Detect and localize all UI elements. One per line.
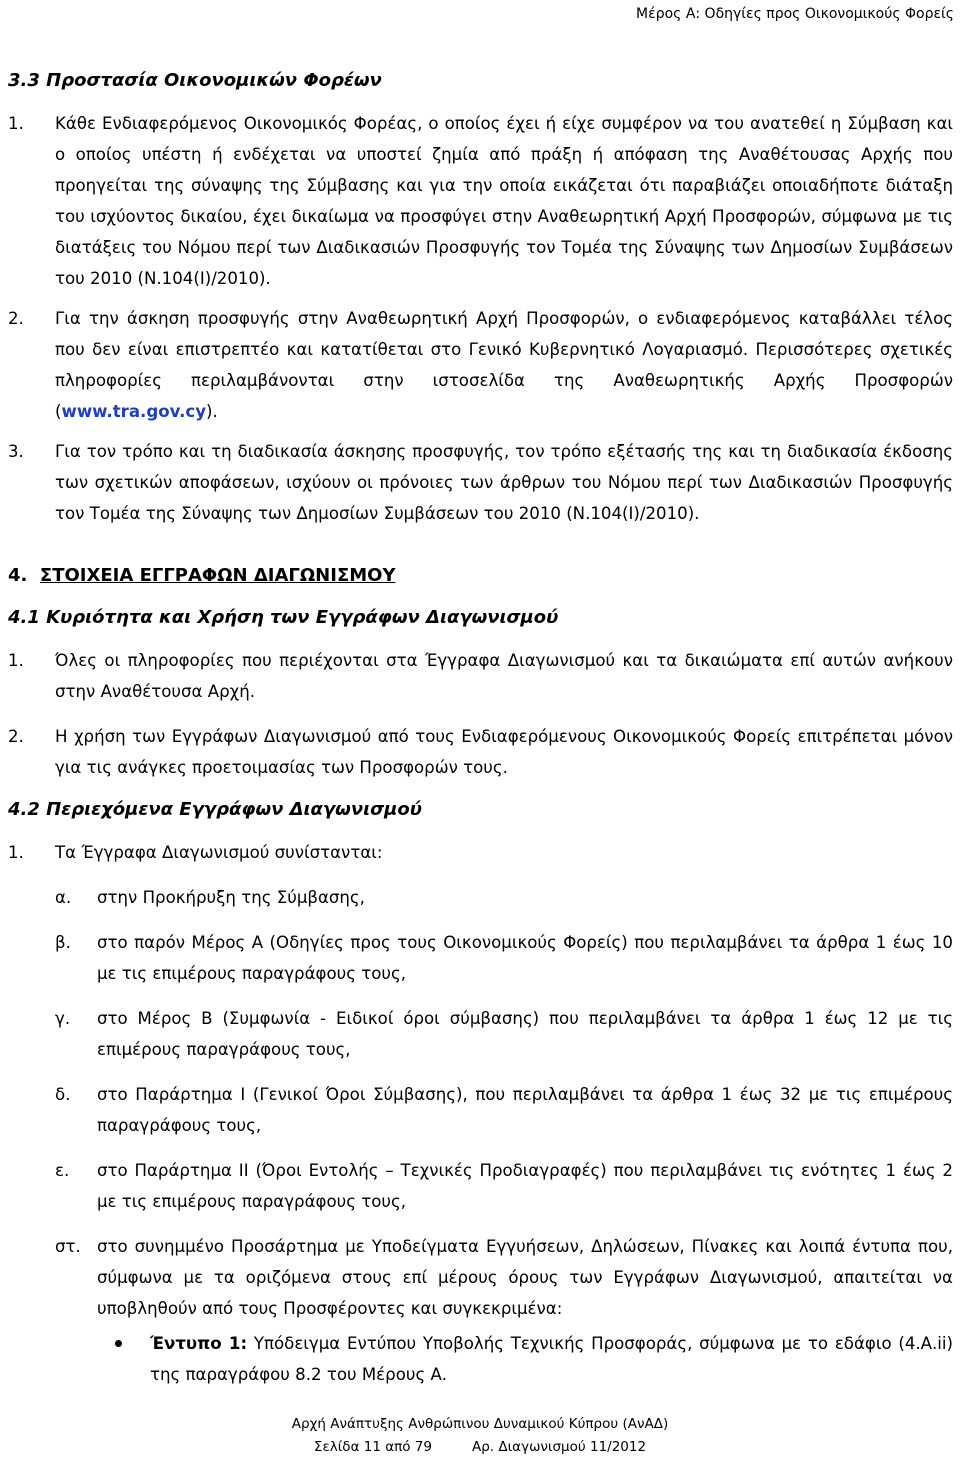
paragraph-number: 2. — [8, 309, 24, 328]
list-item-label: γ. — [55, 1009, 71, 1028]
paragraph-number: 3. — [8, 442, 24, 461]
footer-page-info — [0, 1439, 960, 1455]
section-heading: ΣΤΟΙΧΕΙΑ ΕΓΓΡΑΦΩΝ ΔΙΑΓΩΝΙΣΜΟΥ — [39, 565, 396, 586]
section-3-3-title: 3.3 Προστασία Οικονομικών Φορέων — [8, 70, 382, 91]
section-4-2-title: 4.2 Περιεχόμενα Εγγράφων Διαγωνισμού — [8, 799, 422, 820]
paragraph-3-3-2 — [0, 303, 960, 427]
paragraph-3-3-1 — [0, 108, 960, 294]
paragraph-text: Τα Έγγραφα Διαγωνισμού συνίστανται: — [55, 843, 383, 862]
section-number: 4. — [8, 565, 28, 586]
paragraph-number: 2. — [8, 727, 24, 746]
tra-website-link[interactable]: www.tra.gov.cy — [61, 402, 207, 421]
bullet-dot-icon — [115, 1340, 122, 1347]
list-item-b — [0, 927, 960, 989]
footer-tender-number: Αρ. Διαγωνισμού 11/2012 — [471, 1439, 647, 1455]
footer-page-number: Σελίδα 11 από 79 — [313, 1439, 432, 1455]
list-item-text: στην Προκήρυξη της Σύμβασης, — [97, 888, 365, 907]
paragraph-text: Κάθε Ενδιαφερόμενος Οικονομικός Φορέας, ο οποίος έχει ή είχε συμφέρον να του ανατεθεί η Σύμβαση και ο οποίος υπέστη ή ενδέχεται να υποστεί ζημία από πράξη ή απόφαση της Αναθέτουσας Αρχής που προηγείται της σύναψης της Σύμβασης και για την οποία εικάζεται ότι παραβιάζει οποιαδήποτε διάταξη του ισχύοντος δικαίου, έχει δικαίωμα να προσφύγει στην Αναθεωρητική Αρχή Προσφορών, σύμφωνα με τις διατάξεις του Νόμου περί των Διαδικασιών Προσφυγής τον Τομέα της Σύναψης των Δημοσίων Συμβάσεων του 2010 (Ν.104(Ι)/2010). — [55, 114, 953, 288]
list-item-c — [0, 1003, 960, 1065]
paragraph-number: 1. — [8, 843, 24, 862]
paragraph-4-1-1 — [0, 645, 960, 707]
footer-organization: Αρχή Ανάπτυξης Ανθρώπινου Δυναμικού Κύπρου (ΑνΑΔ) — [291, 1416, 669, 1432]
list-item-text: στο Παράρτημα Ι (Γενικοί Όροι Σύμβασης), που περιλαμβάνει τα άρθρα 1 έως 32 με τις επιμέρους παραγράφους τους, — [97, 1085, 953, 1135]
list-item-text: στο Μέρος Β (Συμφωνία - Ειδικοί όροι σύμβασης) που περιλαμβάνει τα άρθρα 1 έως 12 με τις επιμέρους παραγράφους τους, — [97, 1009, 953, 1059]
section-4-title — [8, 561, 960, 591]
paragraph-text — [55, 303, 953, 427]
bullet-text: Υπόδειγμα Εντύπου Υποβολής Τεχνικής Προσφοράς, σύμφωνα με το εδάφιο (4.Α.ii) της παραγράφου 8.2 του Μέρους Α. — [150, 1334, 954, 1384]
list-item-label: στ. — [55, 1237, 81, 1256]
list-item-d — [0, 1079, 960, 1141]
paragraph-text-part: ). — [206, 402, 218, 421]
list-item-label: δ. — [55, 1085, 71, 1104]
list-item-a — [0, 882, 960, 913]
paragraph-text: Η χρήση των Εγγράφων Διαγωνισμού από τους Ενδιαφερόμενους Οικονομικούς Φορείς επιτρέπεται μόνον για τις ανάγκες προετοιμασίας των Προσφορών τους. — [55, 727, 953, 777]
list-item-text: στο παρόν Μέρος Α (Οδηγίες προς τους Οικονομικούς Φορείς) που περιλαμβάνει τα άρθρα 1 έως 10 με τις επιμέρους παραγράφους τους, — [97, 933, 953, 983]
list-item-text: στο Παράρτημα ΙΙ (Όροι Εντολής – Τεχνικές Προδιαγραφές) που περιλαμβάνει τις ενότητες 1 έως 2 με τις επιμέρους παραγράφους τους, — [97, 1161, 953, 1211]
bullet-label: Έντυπο 1: — [150, 1334, 248, 1353]
list-item-e — [0, 1155, 960, 1217]
paragraph-4-2-1 — [0, 837, 960, 868]
paragraph-3-3-3 — [0, 436, 960, 529]
list-item-label: α. — [55, 888, 72, 907]
list-item-label: β. — [55, 933, 71, 952]
paragraph-number: 1. — [8, 114, 24, 133]
section-4-1-title: 4.1 Κυριότητα και Χρήση των Εγγράφων Διαγωνισμού — [8, 607, 559, 628]
paragraph-text: Όλες οι πληροφορίες που περιέχονται στα Έγγραφα Διαγωνισμού και τα δικαιώματα επί αυτών ανήκουν στην Αναθέτουσα Αρχή. — [55, 651, 953, 701]
bullet-item-form-1 — [0, 1328, 960, 1390]
document-body — [0, 66, 960, 1390]
list-item-text: στο συνημμένο Προσάρτημα με Υποδείγματα Εγγυήσεων, Δηλώσεων, Πίνακες και λοιπά έντυπα που, σύμφωνα με τα οριζόμενα στους επί μέρους όρους των Εγγράφων Διαγωνισμού, απαιτείται να υποβληθούν από τους Προσφέροντες και συγκεκριμένα: — [97, 1237, 953, 1318]
paragraph-text-part: Για την άσκηση προσφυγής στην Αναθεωρητική Αρχή Προσφορών, ο ενδιαφερόμενος καταβάλλει τέλος που δεν είναι επιστρεπτέο και κατατίθεται στο Γενικό Κυβερνητικό Λογαριασμό. Περισσότερες σχετικές πληροφορίες περιλαμβάνονται στην ιστοσελίδα της Αναθεωρητικής Αρχής Προσφορών ( — [55, 309, 953, 421]
page-header: Μέρος Α: Οδηγίες προς Οικονομικούς Φορείς — [636, 6, 954, 22]
list-item-label: ε. — [55, 1161, 70, 1180]
paragraph-text: Για τον τρόπο και τη διαδικασία άσκησης προσφυγής, τον τρόπο εξέτασής της και τη διαδικασία έκδοσης των σχετικών αποφάσεων, ισχύουν οι πρόνοιες των άρθρων του Νόμου περί των Διαδικασιών Προσφυγής τον Τομέα της Σύναψης των Δημοσίων Συμβάσεων του 2010 (Ν.104(Ι)/2010). — [55, 442, 953, 523]
list-item-st — [0, 1231, 960, 1324]
paragraph-4-1-2 — [0, 721, 960, 783]
paragraph-number: 1. — [8, 651, 24, 670]
